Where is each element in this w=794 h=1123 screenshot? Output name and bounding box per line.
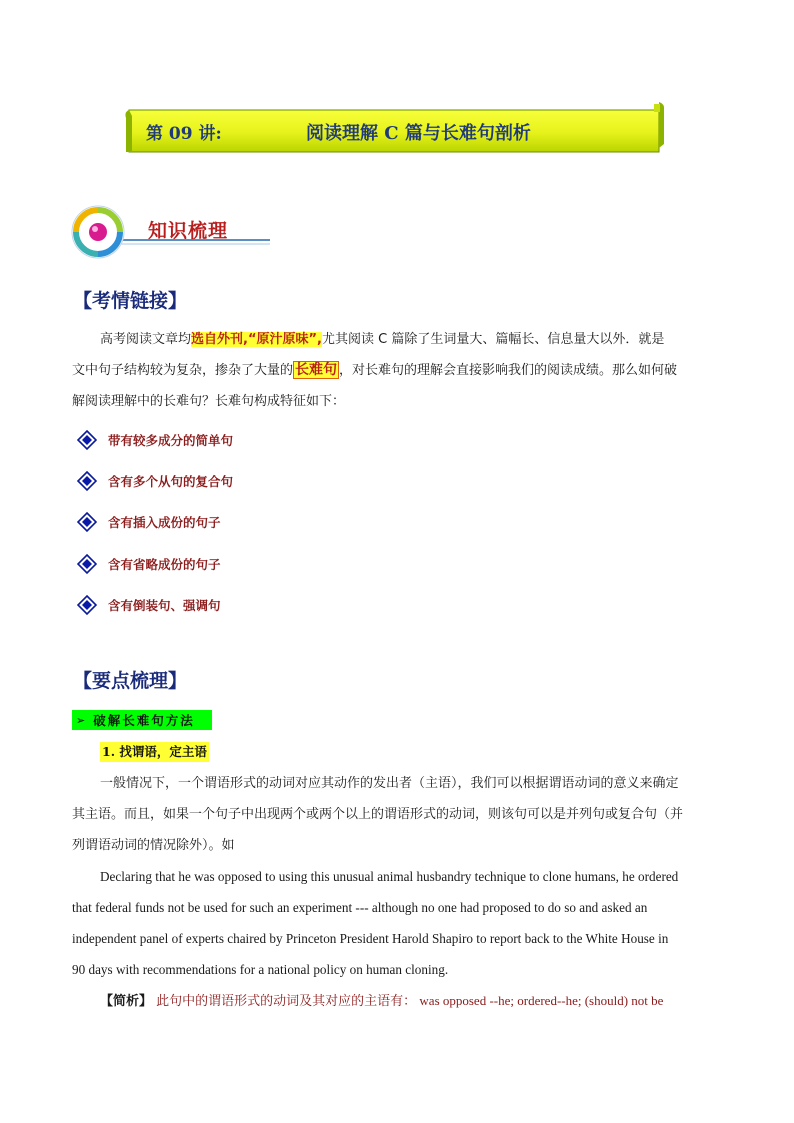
analysis-label: 【简析】 xyxy=(100,994,153,1009)
lesson-number: 第 09 讲: xyxy=(146,124,222,144)
method-paragraph: 一般情况下，一个谓语形式的动词对应其动作的发出者（主语），我们可以根据谓语动词的意义来确定 其主语。而且，如果一个句子中出现两个或两个以上的谓语形式的动词，则该句可以是并列句或复合句（并 列谓语动词的情况除外）。如 xyxy=(72,776,684,853)
lesson-title: 阅读理解 C 篇与长难句剖析 xyxy=(306,123,531,144)
intro-line-2: 文中句子结构较为复杂，掺杂了大量的 长难句 ，对长难句的理解会直接影响我们的阅读成绩。那么如何破 xyxy=(72,362,678,378)
feature-item: 含有多个从句的复合句 xyxy=(77,471,233,491)
intro-line-1: 高考阅读文章均选自外刊,“原汁原味”,尤其阅读 C 篇除了生词量大、篇幅长、信息量大以外．就是 xyxy=(100,332,665,347)
feature-item: 带有较多成分的简单句 xyxy=(77,430,233,450)
feature-item: 含有插入成份的句子 xyxy=(77,512,221,532)
section-heading-exam-link: 【考情链接】 xyxy=(73,290,188,312)
intro-line-3: 解阅读理解中的长难句？长难句构成特征如下： xyxy=(72,394,346,409)
diamond-bullet-icon xyxy=(77,512,97,532)
diamond-bullet-icon xyxy=(77,471,97,491)
method-heading: ➢ 破解长难句方法 xyxy=(72,710,212,730)
feature-item: 含有省略成份的句子 xyxy=(77,554,221,574)
diamond-bullet-icon xyxy=(77,554,97,574)
highlight-source: 选自外刊,“原汁原味”, xyxy=(191,332,322,347)
highlight-long-sentence: 长难句 xyxy=(295,362,338,378)
step-heading: 1. 找谓语，定主语 xyxy=(100,742,209,762)
diamond-bullet-icon xyxy=(77,430,97,450)
diamond-bullet-icon xyxy=(77,595,97,615)
analysis-line: 【简析】 此句中的谓语形式的动词及其对应的主语有： was opposed --he; ordered--he; (should) not be xyxy=(100,993,664,1009)
intro-paragraph xyxy=(72,324,722,417)
section-heading-key-points: 【要点梳理】 xyxy=(73,670,188,692)
feature-item: 含有倒装句、强调句 xyxy=(77,595,221,615)
lesson-banner xyxy=(124,102,664,154)
example-sentence: Declaring that he was opposed to using this unusual animal husbandry technique to clone humans, he ordered that federal funds not be used for such an experiment --- although no one had proposed to do so and asked an independent panel of experts chaired by Princeton President Harold Shapiro to report back to the White House in 90 days with recommendations for a national policy on human cloning. xyxy=(72,869,679,977)
arrow-icon: ➢ xyxy=(76,713,86,727)
knowledge-title: 知识梳理 xyxy=(148,220,229,242)
